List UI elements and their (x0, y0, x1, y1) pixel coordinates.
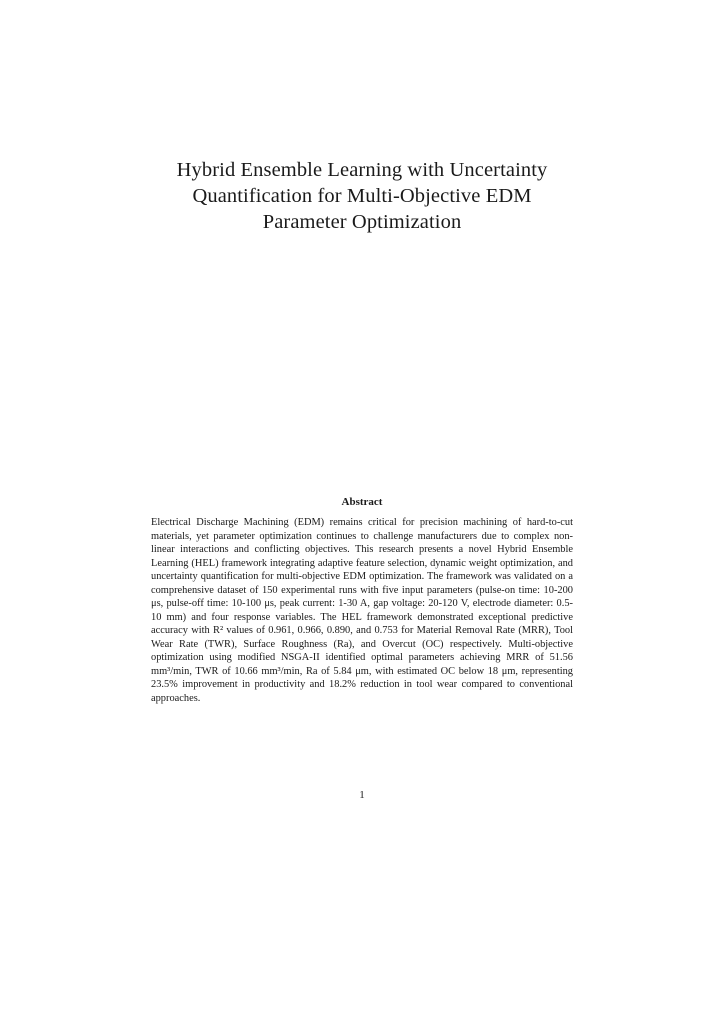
title-line: Parameter Optimization (262, 211, 462, 233)
paper-title (112, 157, 612, 235)
abstract-section (151, 495, 573, 705)
title-line: Quantification for Multi-Objective EDM (192, 185, 532, 207)
page-number: 1 (359, 789, 365, 801)
abstract-heading: Abstract (341, 496, 383, 508)
abstract-body: Electrical Discharge Machining (EDM) remains critical for precision machining of hard-to-cut materials, yet parameter optimization continues to challenge manufacturers due to complex non-linear interactions and conflicting objectives. This research presents a novel Hybrid Ensemble Learning (HEL) framework integrating adaptive feature selection, dynamic weight optimization, and uncertainty quantification for multi-objective EDM optimization. The framework was validated on a comprehensive dataset of 150 experimental runs with five input parameters (pulse-on time: 10-200 μs, pulse-off time: 10-100 μs, peak current: 1-30 A, gap voltage: 20-120 V, electrode diameter: 0.5-10 mm) and four response variables. The HEL framework demonstrated exceptional predictive accuracy with R² values of 0.961, 0.966, 0.890, and 0.753 for Material Removal Rate (MRR), Tool Wear Rate (TWR), Surface Roughness (Ra), and Overcut (OC) respectively. Multi-objective optimization using modified NSGA-II identified optimal parameters achieving MRR of 51.56 mm³/min, TWR of 10.66 mm³/min, Ra of 5.84 μm, with estimated OC below 18 μm, representing 23.5% improvement in productivity and 18.2% reduction in tool wear compared to conventional approaches. (151, 517, 573, 704)
title-line: Hybrid Ensemble Learning with Uncertainty (176, 159, 548, 181)
